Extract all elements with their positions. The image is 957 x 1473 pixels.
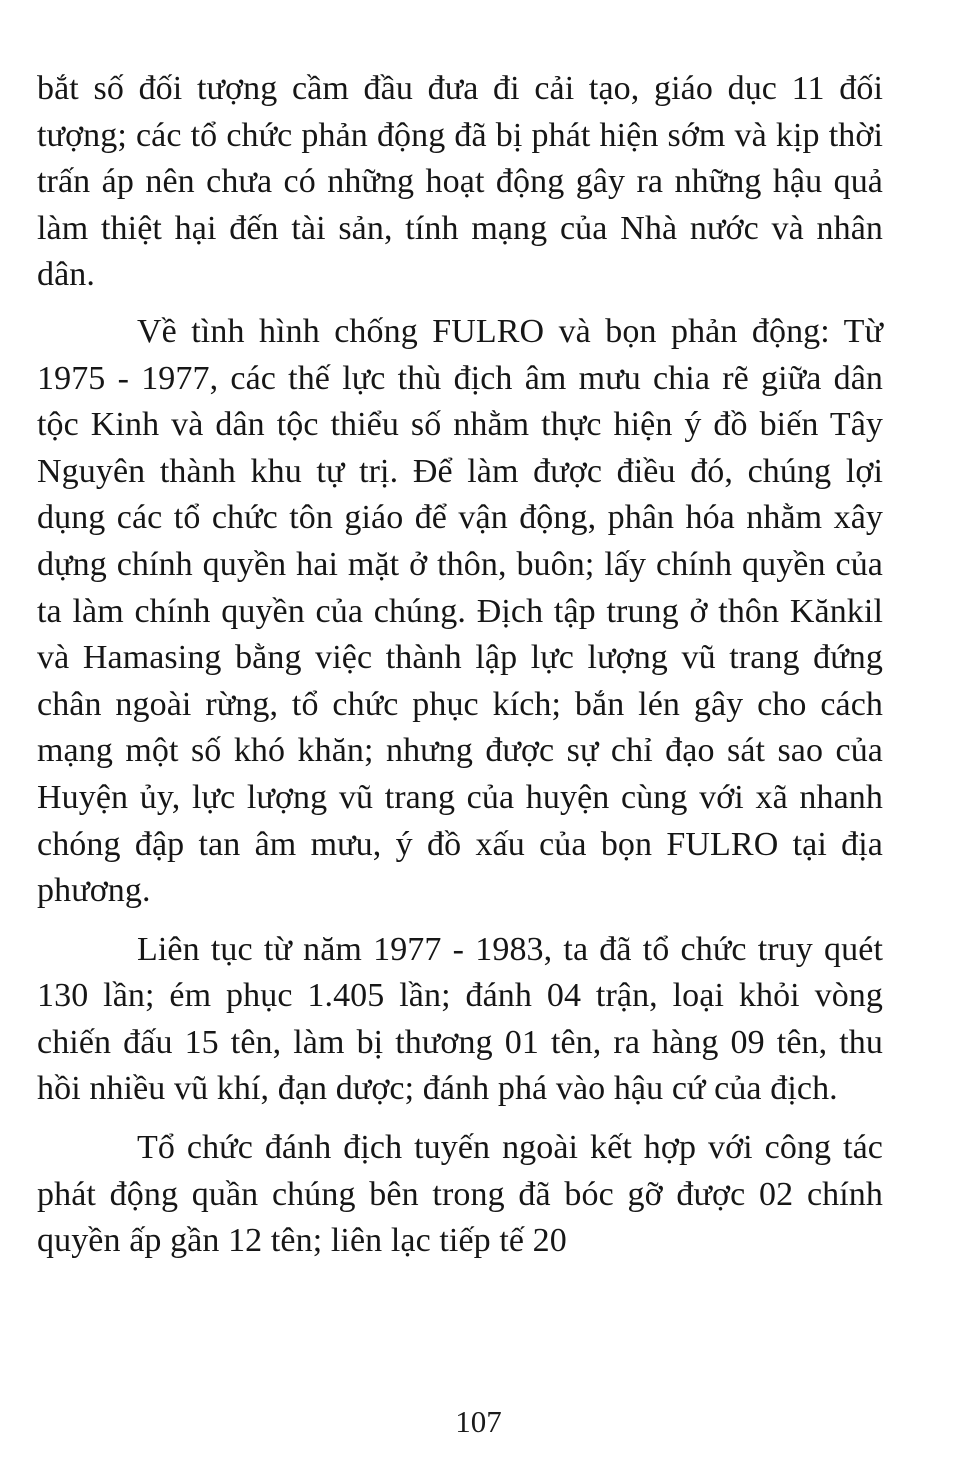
page-number: 107 (455, 1404, 502, 1439)
paragraph-1: bắt số đối tượng cầm đầu đưa đi cải tạo, giáo dục 11 đối tượng; các tổ chức phản động đã bị phát hiện sớm và kịp thời trấn áp nên chưa có những hoạt động gây ra những hậu quả làm thiệt hại đến tài sản, tính mạng của Nhà nước và nhân dân. (37, 70, 883, 294)
book-page (37, 66, 883, 1466)
paragraph-3: Liên tục từ năm 1977 - 1983, ta đã tổ chức truy quét 130 lần; ém phục 1.405 lần; đánh 04 trận, loại khỏi vòng chiến đấu 15 tên, làm bị thương 01 tên, ra hàng 09 tên, thu hồi nhiều vũ khí, đạn dược; đánh phá vào hậu cứ của địch. (37, 930, 883, 1108)
paragraph-2: Về tình hình chống FULRO và bọn phản động: Từ 1975 - 1977, các thế lực thù địch âm mưu chia rẽ giữa dân tộc Kinh và dân tộc thiểu số nhằm thực hiện ý đồ biến Tây Nguyên thành khu tự trị. Để làm được điều đó, chúng lợi dụng các tổ chức tôn giáo để vận động, phân hóa nhằm xây dựng chính quyền hai mặt ở thôn, buôn; lấy chính quyền của ta làm chính quyền của chúng. Địch tập trung ở thôn Kănkil và Hamasing bằng việc thành lập lực lượng vũ trang đứng chân ngoài rừng, tổ chức phục kích; bắn lén gây cho cách mạng một số khó khăn; nhưng được sự chỉ đạo sát sao của Huyện ủy, lực lượng vũ trang của huyện cùng với xã nhanh chóng đập tan âm mưu, ý đồ xấu của bọn FULRO tại địa phương. (37, 312, 883, 910)
paragraph-4: Tổ chức đánh địch tuyến ngoài kết hợp với công tác phát động quần chúng bên trong đã bóc gỡ được 02 chính quyền ấp gần 12 tên; liên lạc tiếp tế 20 (37, 1129, 883, 1260)
